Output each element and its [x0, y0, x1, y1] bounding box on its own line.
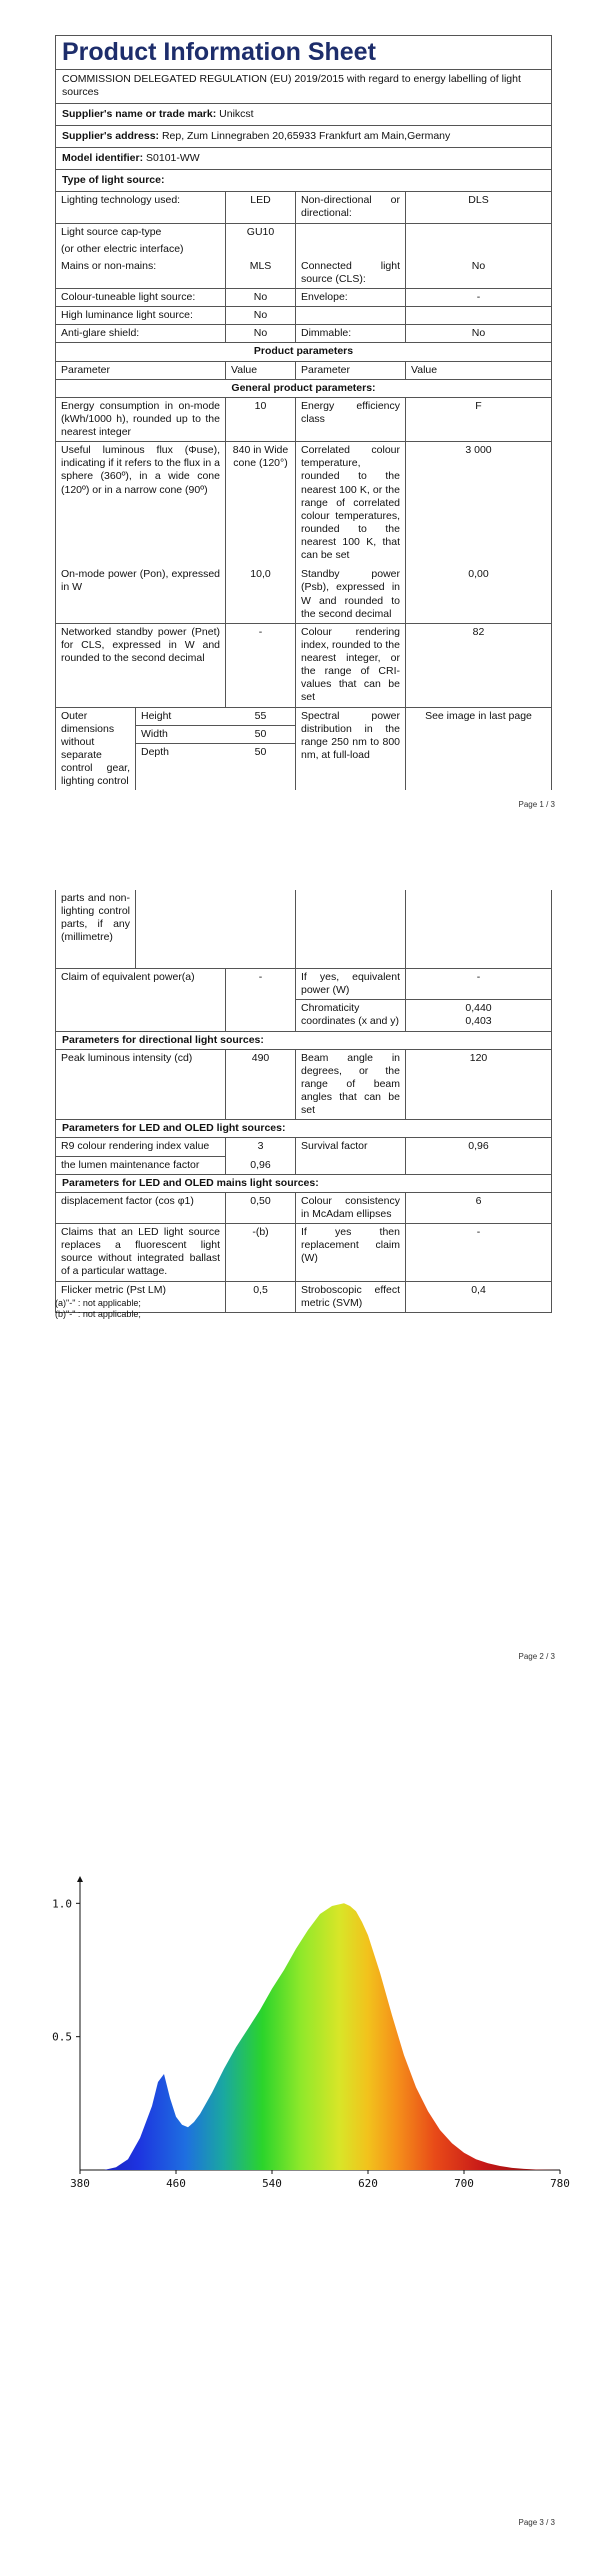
param-value	[406, 241, 551, 258]
param-label: Useful luminous flux (Φuse), indicating if it refers to the flux in a sphere (360º), in a wide cone (120º) or in a narrow cone (90º)	[56, 442, 226, 564]
dimensions-label: parts and non-lighting control parts, if any (millimetre)	[56, 890, 136, 968]
x-tick-label: 780	[550, 2177, 570, 2190]
model-label: Model identifier:	[62, 152, 144, 164]
dimension-value: 50	[254, 745, 267, 758]
param-label: Lighting technology used:	[56, 192, 226, 222]
column-header: Value	[226, 362, 296, 379]
param-value: 3	[226, 1138, 296, 1156]
dimensions-row	[56, 708, 551, 791]
param-label: Stroboscopic effect metric (SVM)	[296, 1282, 406, 1312]
table-row	[56, 398, 551, 442]
param-label: Survival factor	[296, 1138, 406, 1156]
param-label: Connected light source (CLS):	[296, 258, 406, 288]
x-tick-label: 700	[454, 2177, 474, 2190]
param-value: LED	[226, 192, 296, 222]
mains-heading: Parameters for LED and OLED mains light sources:	[56, 1175, 551, 1193]
page-2	[0, 820, 603, 1680]
param-label: Mains or non-mains:	[56, 258, 226, 288]
page-number: Page 2 / 3	[518, 1652, 555, 1661]
param-value: 120	[469, 1051, 488, 1064]
param-label: Colour rendering index, rounded to the nearest integer, or the range of CRI-values that can be set	[296, 624, 406, 707]
footnote: (b)"-" : not applicable;	[55, 1309, 141, 1320]
param-value: 10,0	[226, 564, 296, 623]
regulation-text: COMMISSION DELEGATED REGULATION (EU) 2019/2015 with regard to energy labelling of light sources	[56, 70, 551, 104]
info-sheet-table	[55, 35, 552, 790]
param-label: Anti-glare shield:	[56, 325, 226, 342]
param-label: Envelope:	[296, 289, 406, 306]
param-label: If yes then replacement claim (W)	[296, 1224, 406, 1281]
spd-label: Spectral power distribution in the range 250 nm to 800 nm, at full-load	[296, 708, 406, 791]
footnote: (a)"-" : not applicable;	[55, 1298, 141, 1308]
param-label	[296, 224, 406, 241]
led-oled-heading: Parameters for LED and OLED light sources:	[56, 1120, 551, 1138]
param-value: DLS	[468, 194, 489, 207]
model-row	[56, 148, 551, 170]
dimensions-label: Outer dimensions without separate control gear, lighting control	[56, 708, 136, 791]
param-label	[56, 999, 226, 1030]
param-value: No	[226, 325, 296, 342]
table-row	[56, 1138, 551, 1156]
param-label: Flicker metric (Pst LM)	[56, 1282, 226, 1312]
param-value: -	[476, 1226, 481, 1238]
param-label: Claim of equivalent power(a)	[56, 969, 226, 999]
param-value: 0,00	[468, 568, 489, 581]
param-label: Colour-tuneable light source:	[56, 289, 226, 306]
supplier-address: Rep, Zum Linnegraben 20,65933 Frankfurt am Main,Germany	[161, 129, 451, 142]
param-label: displacement factor (cos φ1)	[56, 1193, 226, 1223]
table-row	[56, 241, 551, 258]
table-row	[56, 1050, 551, 1121]
param-value: 0,96	[226, 1157, 296, 1174]
spectrum-chart	[40, 1870, 570, 2200]
dimensions-cell	[56, 708, 296, 791]
footnotes	[55, 1298, 141, 1321]
page-title: Product Information Sheet	[56, 36, 551, 70]
x-tick-label: 380	[70, 2177, 90, 2190]
table-row	[56, 624, 551, 708]
param-value: 0,96	[468, 1140, 489, 1153]
param-label: Energy efficiency class	[296, 398, 406, 441]
column-headers	[56, 362, 551, 380]
dimension-row	[136, 726, 295, 744]
y-tick-label: 0.5	[52, 2030, 72, 2044]
param-value: -	[476, 291, 481, 303]
param-label: Colour consistency in McAdam ellipses	[296, 1193, 406, 1223]
table-row	[56, 289, 551, 307]
supplier-address-row	[56, 126, 551, 148]
param-value	[226, 999, 296, 1030]
param-value: 0,5	[226, 1282, 296, 1312]
param-label: If yes, equivalent power (W)	[296, 969, 406, 999]
table-row	[56, 325, 551, 343]
param-value: -	[476, 971, 481, 983]
x-tick-label: 460	[166, 2177, 186, 2190]
param-label: Correlated colour temperature, rounded to the nearest 100 K, or the range of correlated colour temperatures, rounded to the nearest 100 K, that can be set	[296, 442, 406, 564]
param-value: MLS	[226, 258, 296, 288]
param-label	[296, 307, 406, 324]
param-label: Light source cap-type	[56, 224, 226, 241]
table-row	[56, 307, 551, 325]
type-label: Type of light source:	[56, 170, 551, 192]
y-axis-arrow	[77, 1876, 83, 1882]
x-tick-label: 620	[358, 2177, 378, 2190]
table-row	[56, 442, 551, 564]
table-row	[56, 224, 551, 241]
param-label: High luminance light source:	[56, 307, 226, 324]
spd-value: See image in last page	[425, 709, 532, 722]
param-value: 0,4	[471, 1283, 486, 1296]
param-value: 0,440 0,403	[406, 999, 551, 1030]
param-value	[406, 307, 551, 324]
param-label: (or other electric interface)	[56, 241, 226, 258]
param-label: Claims that an LED light source replaces a fluorescent light source without integrated ballast of a particular wattage.	[56, 1224, 226, 1281]
param-value: No	[226, 307, 296, 324]
spectrum-area	[80, 1903, 560, 2170]
dimensions-values	[136, 708, 295, 791]
param-value: 3 000	[465, 444, 492, 457]
table-row	[56, 999, 551, 1031]
param-value: No	[471, 327, 486, 340]
info-sheet-table	[55, 890, 552, 1313]
page-3	[0, 1680, 603, 2560]
supplier-name-row	[56, 104, 551, 126]
table-row	[56, 1224, 551, 1282]
table-row	[56, 258, 551, 289]
product-parameters-heading: Product parameters	[56, 343, 551, 361]
spectrum-svg	[40, 1870, 570, 2200]
dimensions-row-continued	[56, 890, 551, 969]
column-header: Parameter	[56, 362, 226, 379]
table-row	[56, 192, 551, 223]
dimension-value: 55	[254, 709, 267, 722]
param-value	[406, 1157, 551, 1174]
param-value: 82	[472, 625, 485, 638]
param-value: 0,50	[226, 1193, 296, 1223]
param-label: Networked standby power (Pnet) for CLS, expressed in W and rounded to the second decimal	[56, 624, 226, 707]
dimension-name: Height	[141, 709, 172, 722]
param-label: Standby power (Psb), expressed in W and rounded to the second decimal	[296, 564, 406, 623]
general-parameters-heading: General product parameters:	[56, 380, 551, 398]
param-label: the lumen maintenance factor	[56, 1157, 226, 1174]
y-tick-label: 1.0	[52, 1897, 72, 1911]
dimension-name: Depth	[141, 745, 170, 758]
param-value: -	[226, 969, 296, 999]
param-value: 10	[226, 398, 296, 441]
param-label: Beam angle in degrees, or the range of beam angles that can be set	[296, 1050, 406, 1120]
x-tick-label: 540	[262, 2177, 282, 2190]
param-label	[296, 241, 406, 258]
supplier-name: Unikcst	[219, 107, 254, 120]
param-label: Dimmable:	[296, 325, 406, 342]
table-row	[56, 1193, 551, 1224]
param-value: No	[226, 289, 296, 306]
param-label: R9 colour rendering index value	[56, 1138, 226, 1156]
dimension-name: Width	[141, 727, 168, 740]
param-value: GU10	[226, 224, 296, 241]
table-row	[56, 564, 551, 624]
param-value: -	[226, 624, 296, 707]
param-value	[226, 241, 296, 258]
dimension-value: 50	[254, 727, 267, 740]
param-value: F	[475, 399, 482, 412]
table-row	[56, 1157, 551, 1175]
column-header: Value	[411, 363, 438, 376]
supplier-name-label: Supplier's name or trade mark:	[62, 107, 217, 120]
page-number: Page 1 / 3	[518, 800, 555, 809]
column-header: Parameter	[296, 362, 406, 379]
param-value	[406, 224, 551, 241]
model-identifier: S0101-WW	[146, 152, 200, 164]
param-value: No	[471, 259, 486, 272]
dimension-row	[136, 744, 295, 761]
param-value: 840 in Wide cone (120°)	[226, 442, 296, 564]
param-label: Chromaticity coordinates (x and y)	[296, 999, 406, 1030]
supplier-address-label: Supplier's address:	[62, 129, 160, 142]
dimensions-cell	[56, 890, 296, 968]
page-number: Page 3 / 3	[518, 2518, 555, 2527]
param-label: Non-directional or directional:	[296, 192, 406, 222]
directional-heading: Parameters for directional light sources:	[56, 1032, 551, 1050]
param-label: On-mode power (Pon), expressed in W	[56, 564, 226, 623]
page-1	[0, 0, 603, 820]
param-value: 490	[226, 1050, 296, 1120]
param-value: 6	[475, 1194, 482, 1207]
param-value: -(b)	[226, 1224, 296, 1281]
param-label: Peak luminous intensity (cd)	[56, 1050, 226, 1120]
table-row	[56, 969, 551, 999]
param-label: Energy consumption in on-mode (kWh/1000 h), rounded up to the nearest integer	[56, 398, 226, 441]
param-label	[296, 1157, 406, 1174]
dimension-row	[136, 708, 295, 726]
